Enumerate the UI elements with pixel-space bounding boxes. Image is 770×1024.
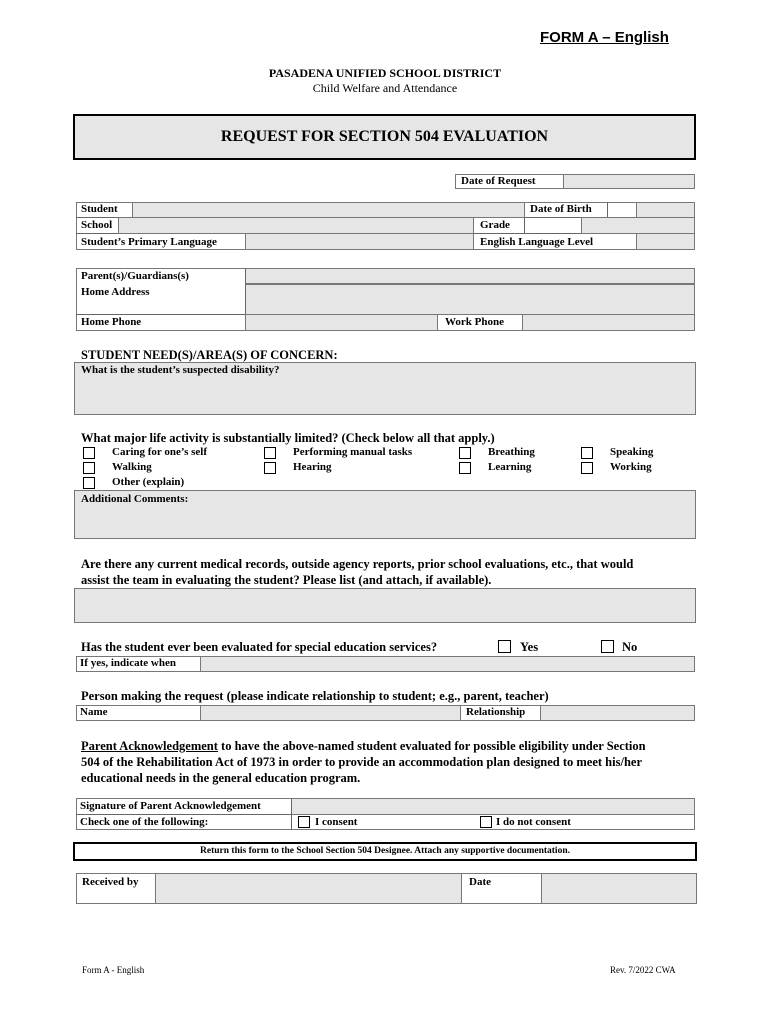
requester-name-label: Name — [80, 706, 108, 718]
home-phone-label: Home Phone — [81, 316, 142, 328]
acknowledgement-title: Parent Acknowledgement — [81, 739, 218, 753]
speaking-label: Speaking — [610, 446, 654, 458]
manual-tasks-label: Performing manual tasks — [293, 446, 413, 458]
page-title: REQUEST FOR SECTION 504 EVALUATION — [220, 128, 549, 145]
signature-label: Signature of Parent Acknowledgement — [80, 800, 261, 812]
relationship-label: Relationship — [466, 706, 526, 718]
signature-field[interactable] — [291, 798, 695, 815]
acknowledgement-line1 — [81, 739, 646, 754]
evaluated-no-label: No — [622, 640, 638, 654]
requester-name-field[interactable] — [200, 705, 461, 721]
learning-checkbox[interactable] — [459, 462, 471, 474]
if-yes-field[interactable] — [200, 656, 695, 672]
other-label: Other (explain) — [112, 476, 185, 488]
received-by-label: Received by — [82, 876, 139, 888]
caring-checkbox[interactable] — [83, 447, 95, 459]
records-question-line1: Are there any current medical records, outside agency reports, prior school evaluations, etc., that would — [81, 557, 634, 571]
evaluated-yes-checkbox[interactable] — [498, 640, 511, 653]
life-activity-question: What major life activity is substantially limited? (Check below all that apply.) — [81, 431, 495, 445]
breathing-checkbox[interactable] — [459, 447, 471, 459]
check-one-label: Check one of the following: — [80, 816, 209, 828]
footer-left: Form A - English — [82, 965, 145, 975]
work-phone-label: Work Phone — [445, 316, 504, 328]
suspected-disability-label: What is the student’s suspected disability? — [81, 364, 280, 376]
acknowledgement-text1: to have the above-named student evaluated for possible eligibility under Section — [217, 739, 646, 753]
parents-label: Parent(s)/Guardians(s) — [81, 270, 189, 282]
dob-field[interactable] — [636, 202, 695, 218]
primary-language-field[interactable] — [245, 233, 474, 250]
acknowledgement-line3: educational needs in the general education program. — [81, 771, 361, 785]
date-of-request-field[interactable] — [563, 174, 695, 189]
parents-field[interactable] — [245, 268, 695, 284]
school-field[interactable] — [118, 217, 474, 234]
date-of-request-label: Date of Request — [461, 175, 536, 187]
working-label: Working — [610, 461, 652, 473]
department-name: Child Welfare and Attendance — [312, 81, 458, 95]
consent-label: I consent — [315, 816, 358, 828]
hearing-label: Hearing — [293, 461, 332, 473]
grade-field[interactable] — [581, 217, 695, 234]
school-label: School — [81, 219, 113, 231]
additional-comments-label: Additional Comments: — [81, 493, 189, 505]
requester-heading: Person making the request (please indicate relationship to student; e.g., parent, teacher) — [81, 689, 549, 703]
footer-right: Rev. 7/2022 CWA — [610, 965, 676, 975]
learning-label: Learning — [488, 461, 532, 473]
form-tag: FORM A – English — [540, 29, 669, 46]
other-checkbox[interactable] — [83, 477, 95, 489]
records-question-line2: assist the team in evaluating the student? Please list (and attach, if available). — [81, 573, 492, 587]
if-yes-label: If yes, indicate when — [80, 657, 176, 669]
student-label: Student — [81, 203, 118, 215]
breathing-label: Breathing — [488, 446, 535, 458]
no-consent-checkbox[interactable] — [480, 816, 492, 828]
relationship-field[interactable] — [540, 705, 695, 721]
no-consent-label: I do not consent — [496, 816, 571, 828]
concern-heading: STUDENT NEED(S)/AREA(S) OF CONCERN: — [81, 348, 338, 362]
records-field[interactable] — [74, 588, 696, 623]
home-address-label: Home Address — [81, 286, 150, 298]
hearing-checkbox[interactable] — [264, 462, 276, 474]
grade-label: Grade — [480, 219, 510, 231]
received-date-field[interactable] — [541, 873, 697, 904]
walking-checkbox[interactable] — [83, 462, 95, 474]
english-level-field[interactable] — [636, 233, 695, 250]
home-address-field[interactable] — [245, 284, 695, 315]
student-field[interactable] — [132, 202, 525, 218]
manual-tasks-checkbox[interactable] — [264, 447, 276, 459]
acknowledgement-line2: 504 of the Rehabilitation Act of 1973 in order to provide an accommodation plan designed to meet his/her — [81, 755, 642, 769]
district-name: PASADENA UNIFIED SCHOOL DISTRICT — [268, 66, 502, 80]
dob-label: Date of Birth — [530, 203, 592, 215]
return-notice: Return this form to the School Section 504 Designee. Attach any supportive documentation. — [200, 846, 570, 856]
consent-checkbox[interactable] — [298, 816, 310, 828]
working-checkbox[interactable] — [581, 462, 593, 474]
received-by-field[interactable] — [155, 873, 462, 904]
home-phone-field[interactable] — [245, 314, 438, 331]
work-phone-field[interactable] — [522, 314, 695, 331]
evaluated-no-checkbox[interactable] — [601, 640, 614, 653]
english-level-label: English Language Level — [480, 236, 594, 248]
speaking-checkbox[interactable] — [581, 447, 593, 459]
received-date-label: Date — [469, 876, 491, 888]
evaluated-yes-label: Yes — [520, 640, 539, 654]
primary-language-label: Student’s Primary Language — [81, 236, 217, 248]
walking-label: Walking — [112, 461, 152, 473]
evaluated-question: Has the student ever been evaluated for special education services? — [81, 640, 438, 654]
caring-label: Caring for one’s self — [112, 446, 208, 458]
